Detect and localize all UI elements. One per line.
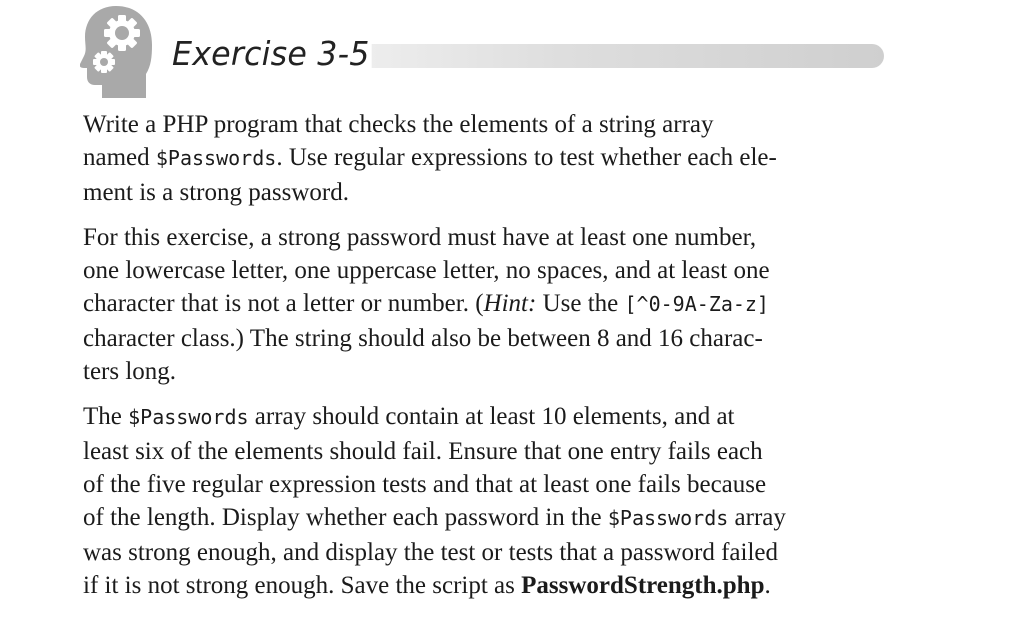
text-line: least six of the elements should fail. Ensure that one entry fails each bbox=[83, 437, 763, 465]
inline-code: $Passwords bbox=[128, 405, 249, 430]
text-line: named $Passwords. Use regular expressions to test whether each ele- bbox=[83, 144, 777, 172]
text-line: was strong enough, and display the test or tests that a password failed bbox=[83, 538, 778, 566]
script-filename: PasswordStrength.php bbox=[521, 571, 765, 599]
exercise-header bbox=[80, 4, 890, 100]
text-line: ment is a strong password. bbox=[83, 178, 349, 206]
text-line: Write a PHP program that checks the elements of a string array bbox=[83, 111, 714, 138]
text-line: character that is not a letter or number. (Hint: Use the [^0-9A-Za-z] bbox=[83, 290, 769, 318]
paragraph-2 bbox=[83, 221, 893, 388]
paragraph-1 bbox=[83, 108, 893, 209]
text-line: For this exercise, a strong password must have at least one number, bbox=[83, 223, 757, 251]
inline-code: [^0-9A-Za-z] bbox=[624, 292, 769, 317]
exercise-body bbox=[83, 108, 893, 614]
head-gears-icon bbox=[80, 4, 152, 100]
text-line: of the length. Display whether each password in the $Passwords array bbox=[83, 504, 786, 532]
inline-code: $Passwords bbox=[607, 506, 729, 531]
paragraph-3 bbox=[83, 400, 893, 602]
text-line: one lowercase letter, one uppercase letter, no spaces, and at least one bbox=[83, 257, 770, 285]
text-line: ters long. bbox=[83, 358, 177, 386]
text-line: The $Passwords array should contain at least 10 elements, and at bbox=[83, 403, 735, 431]
inline-code: $Passwords bbox=[155, 146, 277, 171]
exercise-title: Exercise 3-5 bbox=[172, 34, 370, 73]
text-line: character class.) The string should also be between 8 and 16 charac- bbox=[83, 324, 763, 352]
text-line: of the five regular expression tests and that at least one fails because bbox=[83, 470, 767, 498]
text-line: if it is not strong enough. Save the script as PasswordStrength.php. bbox=[83, 571, 771, 599]
hint-label: Hint: bbox=[483, 290, 537, 318]
